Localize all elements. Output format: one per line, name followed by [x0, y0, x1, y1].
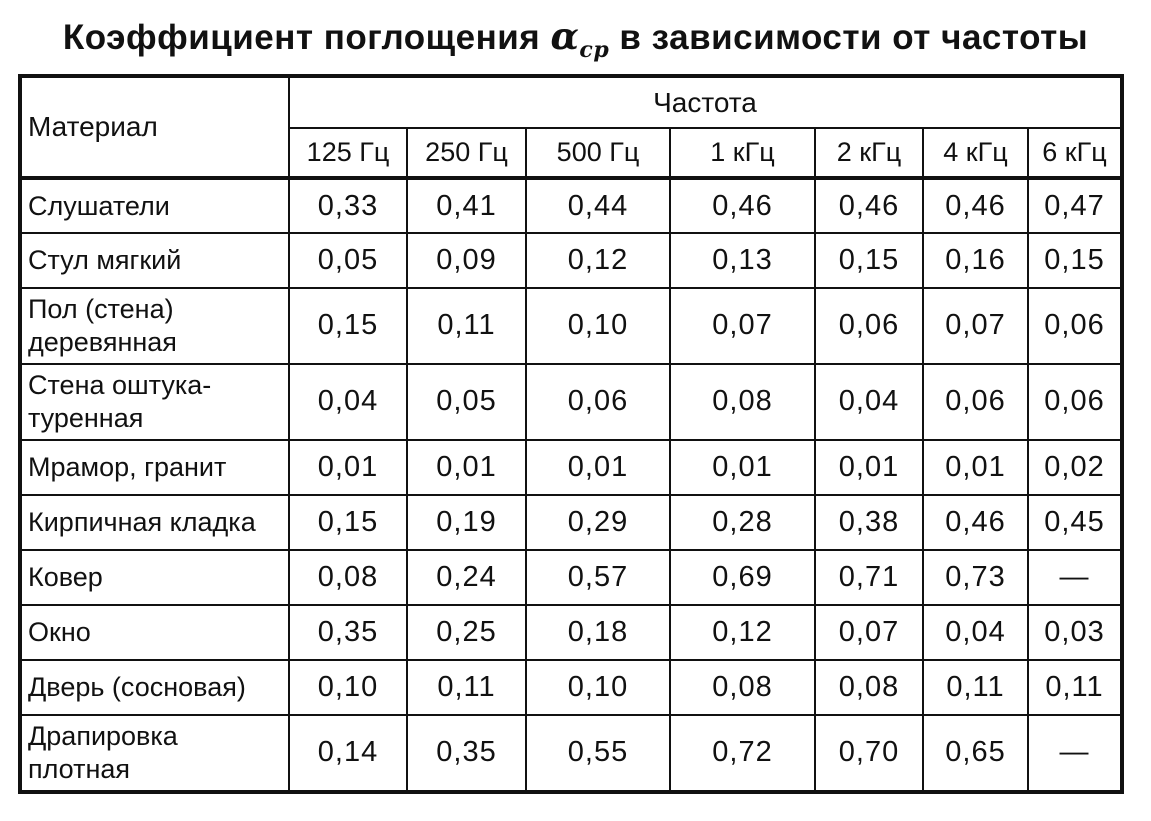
value-cell: 0,45 [1028, 495, 1122, 550]
title-text-before: Коэффициент поглощения [62, 18, 551, 57]
value-cell: 0,13 [670, 233, 815, 288]
value-cell: 0,35 [407, 715, 526, 792]
material-cell: Ковер [20, 550, 289, 605]
table-row [20, 715, 1122, 792]
value-cell: 0,01 [407, 440, 526, 495]
value-cell: 0,07 [670, 288, 815, 364]
value-cell: 0,19 [407, 495, 526, 550]
value-cell: 0,70 [815, 715, 923, 792]
table-row [20, 178, 1122, 233]
value-cell: 0,73 [923, 550, 1028, 605]
material-column-header: Материал [20, 76, 289, 178]
material-cell: Окно [20, 605, 289, 660]
value-cell: 0,71 [815, 550, 923, 605]
frequency-column-header: 1 кГц [670, 128, 815, 178]
material-cell: Мрамор, гранит [20, 440, 289, 495]
value-cell: 0,69 [670, 550, 815, 605]
value-cell: 0,01 [815, 440, 923, 495]
value-cell: 0,08 [670, 660, 815, 715]
value-cell: 0,01 [670, 440, 815, 495]
value-cell: 0,03 [1028, 605, 1122, 660]
frequency-column-header: 250 Гц [407, 128, 526, 178]
value-cell: 0,24 [407, 550, 526, 605]
value-cell: 0,04 [815, 364, 923, 440]
value-cell: 0,16 [923, 233, 1028, 288]
value-cell: 0,11 [923, 660, 1028, 715]
absorption-table [18, 74, 1124, 794]
value-cell: 0,07 [815, 605, 923, 660]
value-cell: 0,35 [289, 605, 407, 660]
alpha-symbol: α [550, 14, 580, 58]
material-cell: Стул мягкий [20, 233, 289, 288]
value-cell: 0,04 [289, 364, 407, 440]
value-cell: 0,28 [670, 495, 815, 550]
value-cell: 0,55 [526, 715, 670, 792]
table-row [20, 288, 1122, 364]
value-cell: — [1028, 715, 1122, 792]
value-cell: 0,46 [923, 495, 1028, 550]
value-cell: 0,06 [526, 364, 670, 440]
table-row [20, 233, 1122, 288]
value-cell: 0,11 [407, 660, 526, 715]
value-cell: 0,11 [1028, 660, 1122, 715]
value-cell: 0,06 [815, 288, 923, 364]
value-cell: 0,10 [526, 288, 670, 364]
material-cell: Дверь (сосновая) [20, 660, 289, 715]
value-cell: 0,14 [289, 715, 407, 792]
material-cell: Слушатели [20, 178, 289, 233]
value-cell: 0,01 [289, 440, 407, 495]
value-cell: 0,05 [407, 364, 526, 440]
value-cell: 0,07 [923, 288, 1028, 364]
value-cell: 0,08 [289, 550, 407, 605]
value-cell: 0,06 [923, 364, 1028, 440]
value-cell: 0,44 [526, 178, 670, 233]
table-row [20, 660, 1122, 715]
material-cell: Кирпичная кладка [20, 495, 289, 550]
material-cell: Драпировка плотная [20, 715, 289, 792]
value-cell: 0,02 [1028, 440, 1122, 495]
frequency-column-header: 2 кГц [815, 128, 923, 178]
value-cell: 0,01 [923, 440, 1028, 495]
value-cell: 0,09 [407, 233, 526, 288]
value-cell: 0,04 [923, 605, 1028, 660]
value-cell: 0,41 [407, 178, 526, 233]
value-cell: 0,57 [526, 550, 670, 605]
value-cell: 0,12 [670, 605, 815, 660]
material-cell: Стена оштука-туренная [20, 364, 289, 440]
value-cell: 0,10 [289, 660, 407, 715]
table-row [20, 605, 1122, 660]
value-cell: 0,05 [289, 233, 407, 288]
value-cell: 0,15 [815, 233, 923, 288]
value-cell: 0,06 [1028, 288, 1122, 364]
value-cell: 0,47 [1028, 178, 1122, 233]
value-cell: 0,12 [526, 233, 670, 288]
value-cell: 0,46 [815, 178, 923, 233]
value-cell: 0,10 [526, 660, 670, 715]
value-cell: 0,65 [923, 715, 1028, 792]
table-row [20, 550, 1122, 605]
value-cell: 0,08 [670, 364, 815, 440]
table-row [20, 440, 1122, 495]
value-cell: 0,01 [526, 440, 670, 495]
frequency-column-header: 6 кГц [1028, 128, 1122, 178]
value-cell: 0,15 [1028, 233, 1122, 288]
value-cell: 0,18 [526, 605, 670, 660]
title-text-after: в зависимости от частоты [609, 18, 1089, 57]
frequency-column-header: 125 Гц [289, 128, 407, 178]
page-title [0, 14, 1151, 63]
value-cell: 0,11 [407, 288, 526, 364]
table-row [20, 495, 1122, 550]
material-cell: Пол (стена) деревянная [20, 288, 289, 364]
alpha-subscript: ср [579, 37, 610, 63]
value-cell: 0,33 [289, 178, 407, 233]
value-cell: 0,25 [407, 605, 526, 660]
value-cell: — [1028, 550, 1122, 605]
table-row [20, 364, 1122, 440]
value-cell: 0,15 [289, 495, 407, 550]
value-cell: 0,38 [815, 495, 923, 550]
frequency-column-header: 4 кГц [923, 128, 1028, 178]
frequency-column-header: 500 Гц [526, 128, 670, 178]
value-cell: 0,08 [815, 660, 923, 715]
value-cell: 0,46 [923, 178, 1028, 233]
value-cell: 0,46 [670, 178, 815, 233]
value-cell: 0,72 [670, 715, 815, 792]
table-body [20, 178, 1122, 792]
frequency-group-header: Частота [289, 76, 1122, 128]
value-cell: 0,06 [1028, 364, 1122, 440]
value-cell: 0,15 [289, 288, 407, 364]
value-cell: 0,29 [526, 495, 670, 550]
header-row-top [20, 76, 1122, 128]
